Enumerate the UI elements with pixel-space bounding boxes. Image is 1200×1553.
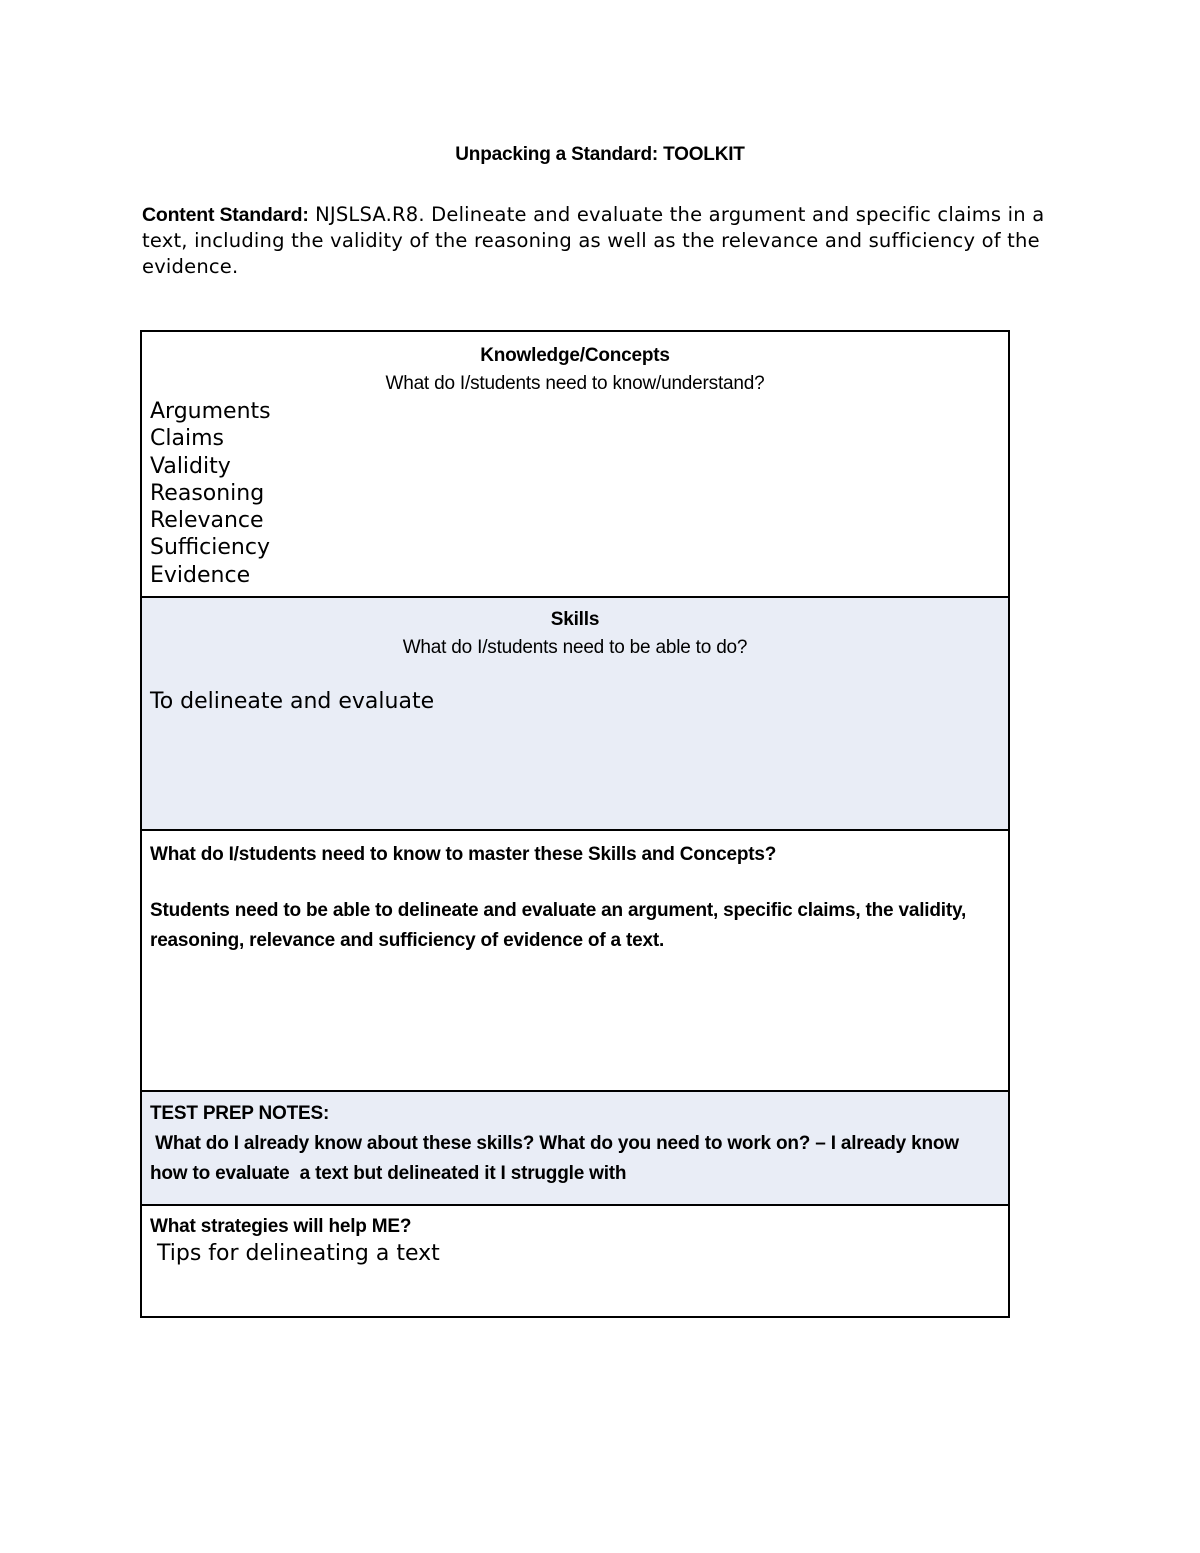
list-item: Evidence bbox=[150, 562, 251, 588]
test-prep-text: What do I already know about these skills? What do you need to work on? – I already know how to evaluate a text but delineated it I struggle with bbox=[150, 1133, 964, 1184]
skills-answer: To delineate and evaluate bbox=[150, 689, 435, 714]
strategies-question: What strategies will help ME? bbox=[150, 1216, 412, 1237]
strategies-answer: Tips for delineating a text bbox=[150, 1241, 440, 1266]
content-standard bbox=[142, 202, 1062, 280]
test-prep-heading: TEST PREP NOTES: bbox=[150, 1103, 330, 1124]
skills-question: What do I/students need to be able to do? bbox=[402, 637, 748, 658]
content-standard-text: NJSLSA.R8. Delineate and evaluate the argument and specific claims in a text, including the validity of the reasoning as well as the relevance and sufficiency of the evidence. bbox=[142, 203, 1045, 278]
toolkit-table bbox=[140, 330, 1010, 1318]
list-item: Reasoning bbox=[150, 480, 265, 506]
list-item: Claims bbox=[150, 426, 224, 452]
mastery-section bbox=[142, 829, 1008, 1090]
knowledge-section bbox=[142, 332, 1008, 596]
knowledge-heading: Knowledge/Concepts bbox=[480, 345, 670, 366]
mastery-question: What do I/students need to know to master these Skills and Concepts? bbox=[150, 844, 777, 865]
list-item: Relevance bbox=[150, 508, 264, 534]
list-item: Validity bbox=[150, 453, 231, 479]
knowledge-question: What do I/students need to know/understand? bbox=[385, 373, 765, 394]
skills-heading: Skills bbox=[550, 609, 600, 630]
knowledge-list bbox=[150, 398, 1000, 589]
skills-section bbox=[142, 596, 1008, 829]
list-item: Sufficiency bbox=[150, 535, 270, 561]
content-standard-label: Content Standard: bbox=[142, 204, 309, 226]
list-item: Arguments bbox=[150, 399, 271, 424]
strategies-section bbox=[142, 1204, 1008, 1316]
document-title: Unpacking a Standard: TOOLKIT bbox=[455, 144, 745, 165]
mastery-answer: Students need to be able to delineate and evaluate an argument, specific claims, the validity, reasoning, relevance and sufficiency of evidence of a text. bbox=[150, 900, 967, 951]
test-prep-section bbox=[142, 1090, 1008, 1204]
